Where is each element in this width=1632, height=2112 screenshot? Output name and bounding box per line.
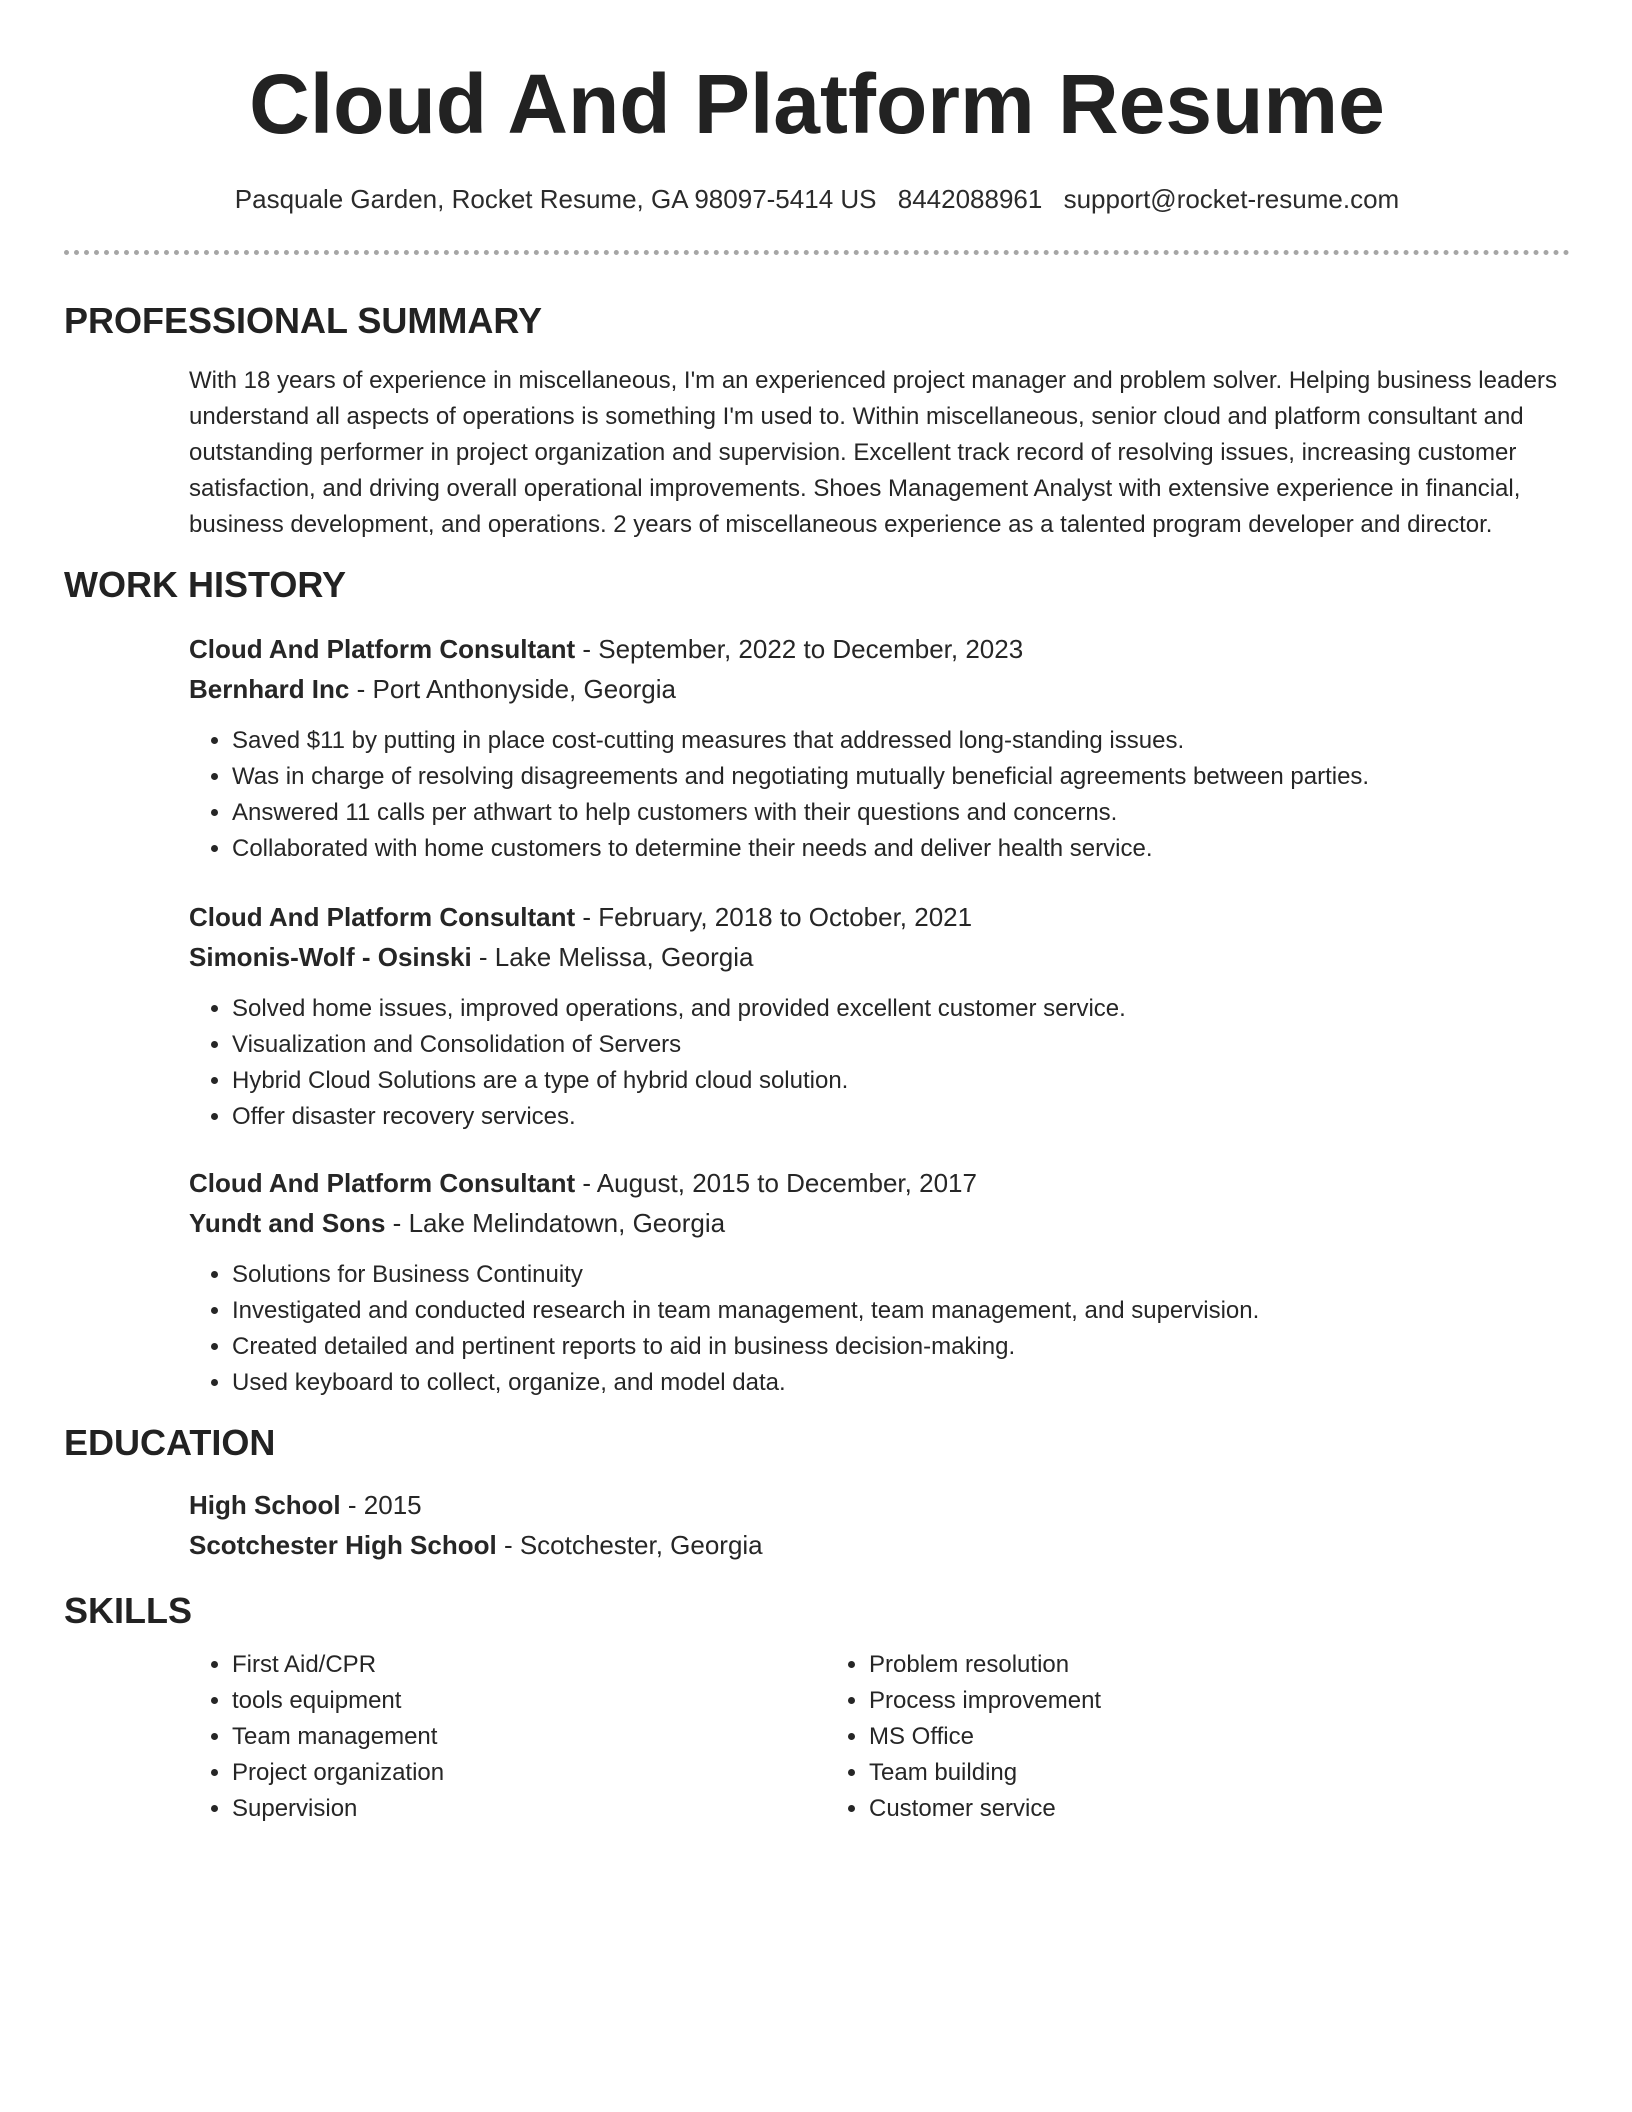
skill-item: • tools equipment: [232, 1683, 826, 1719]
skill-item: • Team building: [869, 1755, 1463, 1791]
job-bullet: • Offer disaster recovery services.: [232, 1099, 1570, 1135]
job-bullets: [189, 991, 1570, 1135]
contact-email: support@rocket-resume.com: [1063, 184, 1400, 214]
contact-address: Pasquale Garden, Rocket Resume, GA 98097-5414 US: [234, 184, 877, 214]
education-year: 2015: [363, 1490, 422, 1520]
education-heading: EDUCATION: [64, 1422, 276, 1463]
job-role: Cloud And Platform Consultant: [189, 902, 576, 932]
education-school: Scotchester High School: [189, 1530, 497, 1560]
job-dates: September, 2022 to December, 2023: [598, 634, 1024, 664]
job-bullet: • Was in charge of resolving disagreements and negotiating mutually beneficial agreements between parties.: [232, 759, 1570, 795]
job-company-line: Simonis-Wolf - Osinski - Lake Melissa, Georgia: [189, 942, 754, 972]
job-bullet: • Solved home issues, improved operations, and provided excellent customer service.: [232, 991, 1570, 1027]
job-dates: August, 2015 to December, 2017: [596, 1168, 977, 1198]
job-company: Bernhard Inc: [189, 674, 350, 704]
education-entry: [189, 1485, 1570, 1565]
job-company-line: Yundt and Sons - Lake Melindatown, Georgia: [189, 1208, 726, 1238]
skills-grid: [189, 1647, 1570, 1827]
skill-item: • Problem resolution: [869, 1647, 1463, 1683]
job-bullets: [189, 1257, 1570, 1401]
job-bullet: • Saved $11 by putting in place cost-cutting measures that addressed long-standing issues.: [232, 723, 1570, 759]
job-bullets: [189, 723, 1570, 867]
job-bullet: • Investigated and conducted research in team management, team management, and supervision.: [232, 1293, 1570, 1329]
job-company-line: Bernhard Inc - Port Anthonyside, Georgia: [189, 674, 677, 704]
job-title-line: Cloud And Platform Consultant - February, 2018 to October, 2021: [189, 902, 973, 932]
job-role: Cloud And Platform Consultant: [189, 634, 576, 664]
job-bullet: • Used keyboard to collect, organize, and model data.: [232, 1365, 1570, 1401]
job-location: Lake Melindatown, Georgia: [408, 1208, 726, 1238]
education-school-line: Scotchester High School - Scotchester, Georgia: [189, 1530, 763, 1560]
education-degree-line: High School - 2015: [189, 1490, 422, 1520]
job-bullet: • Visualization and Consolidation of Servers: [232, 1027, 1570, 1063]
skill-item: • First Aid/CPR: [232, 1647, 826, 1683]
education-location: Scotchester, Georgia: [519, 1530, 763, 1560]
header-divider: [64, 250, 1570, 255]
job-bullet: • Solutions for Business Continuity: [232, 1257, 1570, 1293]
skill-item: • Supervision: [232, 1791, 826, 1827]
job-entry: [189, 897, 1570, 1135]
job-company: Simonis-Wolf - Osinski: [189, 942, 472, 972]
resume-page: [64, 0, 1570, 1827]
contact-phone: 8442088961: [897, 184, 1043, 214]
skill-item: • Project organization: [232, 1755, 826, 1791]
summary-text: With 18 years of experience in miscellaneous, I'm an experienced project manager and problem solver. Helping business leaders understand all aspects of operations is something I'm used to. Within miscellaneous, senior cloud and platform consultant and outstanding performer in project organization and supervision. Excellent track record of resolving issues, increasing customer satisfaction, and driving overall operational improvements. Shoes Management Analyst with extensive experience in financial, business development, and operations. 2 years of miscellaneous experience as a talented program developer and director.: [189, 367, 1557, 538]
skill-item: • Process improvement: [869, 1683, 1463, 1719]
skills-column-right: [826, 1647, 1463, 1827]
job-location: Lake Melissa, Georgia: [494, 942, 754, 972]
job-location: Port Anthonyside, Georgia: [372, 674, 677, 704]
resume-title: Cloud And Platform Resume: [249, 57, 1385, 151]
job-dates: February, 2018 to October, 2021: [598, 902, 973, 932]
job-entry: [189, 629, 1570, 867]
job-entry: [189, 1163, 1570, 1401]
job-company: Yundt and Sons: [189, 1208, 386, 1238]
skills-column-left: [189, 1647, 826, 1827]
job-title-line: Cloud And Platform Consultant - August, 2015 to December, 2017: [189, 1168, 977, 1198]
skill-item: • Team management: [232, 1719, 826, 1755]
job-bullet: • Created detailed and pertinent reports to aid in business decision-making.: [232, 1329, 1570, 1365]
job-bullet: • Hybrid Cloud Solutions are a type of hybrid cloud solution.: [232, 1063, 1570, 1099]
education-degree: High School: [189, 1490, 341, 1520]
summary-heading: PROFESSIONAL SUMMARY: [64, 300, 543, 341]
job-bullet: • Collaborated with home customers to determine their needs and deliver health service.: [232, 831, 1570, 867]
skill-item: • Customer service: [869, 1791, 1463, 1827]
job-title-line: Cloud And Platform Consultant - September, 2022 to December, 2023: [189, 634, 1024, 664]
job-role: Cloud And Platform Consultant: [189, 1168, 576, 1198]
work-history-heading: WORK HISTORY: [64, 564, 347, 605]
skills-heading: SKILLS: [64, 1590, 193, 1631]
contact-line: [64, 182, 1570, 216]
job-bullet: • Answered 11 calls per athwart to help customers with their questions and concerns.: [232, 795, 1570, 831]
skill-item: • MS Office: [869, 1719, 1463, 1755]
